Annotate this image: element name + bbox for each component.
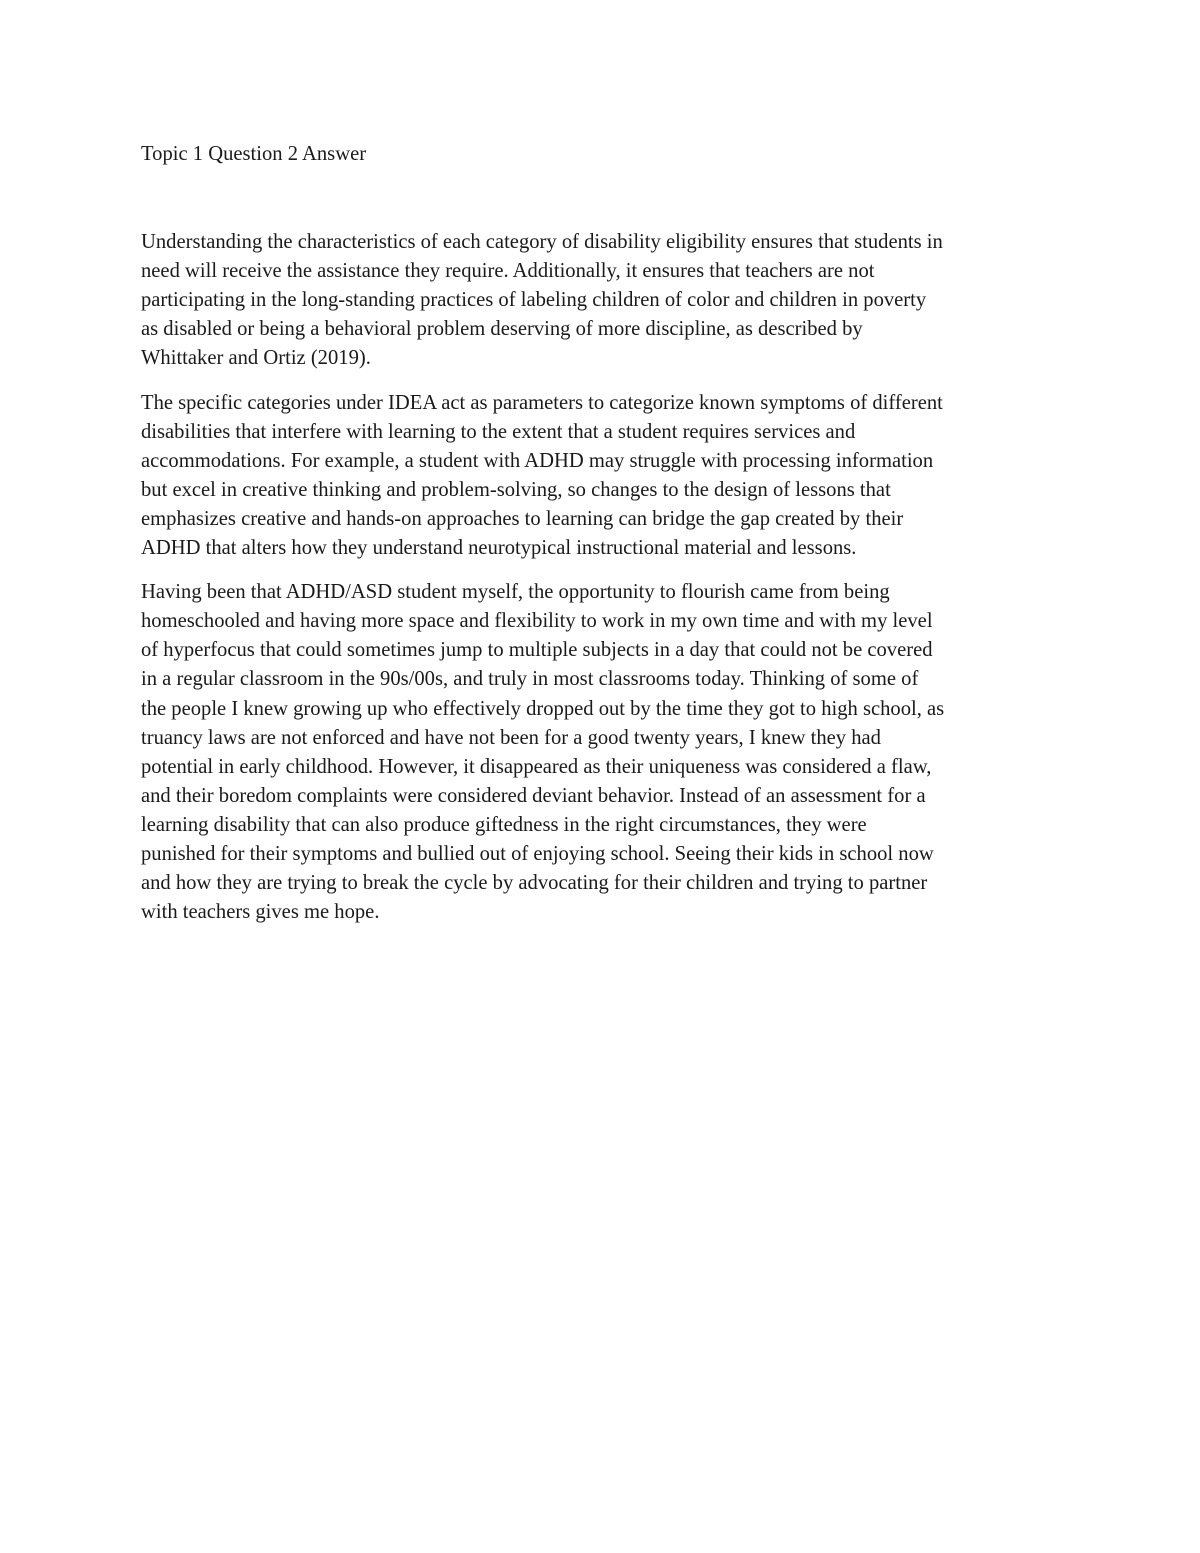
paragraph-line: Understanding the characteristics of each category of disability eligibility ensures that students in bbox=[141, 231, 943, 254]
paragraph-line: as disabled or being a behavioral problem deserving of more discipline, as described by bbox=[141, 318, 863, 341]
paragraph-line: of hyperfocus that could sometimes jump to multiple subjects in a day that could not be covered bbox=[141, 639, 933, 662]
document-body bbox=[141, 140, 1071, 942]
paragraph-line: Having been that ADHD/ASD student myself, the opportunity to flourish came from being bbox=[141, 581, 890, 604]
paragraph-line: potential in early childhood. However, it disappeared as their uniqueness was considered a flaw, bbox=[141, 755, 932, 778]
paragraph-line: the people I knew growing up who effectively dropped out by the time they got to high school, as bbox=[141, 697, 945, 720]
paragraph-3 bbox=[141, 578, 1071, 927]
paragraph-line: learning disability that can also produce giftedness in the right circumstances, they were bbox=[141, 813, 867, 836]
paragraph-line: and their boredom complaints were considered deviant behavior. Instead of an assessment for a bbox=[141, 784, 926, 807]
paragraph-2 bbox=[141, 389, 1071, 564]
paragraph-line: The specific categories under IDEA act as parameters to categorize known symptoms of different bbox=[141, 391, 943, 414]
paragraph-line: in a regular classroom in the 90s/00s, and truly in most classrooms today. Thinking of some of bbox=[141, 668, 919, 691]
paragraph-line: ADHD that alters how they understand neurotypical instructional material and lessons. bbox=[141, 537, 857, 560]
paragraph-line: but excel in creative thinking and problem-solving, so changes to the design of lessons that bbox=[141, 478, 891, 501]
paragraph-line: disabilities that interfere with learning to the extent that a student requires services and bbox=[141, 420, 856, 443]
document-title: Topic 1 Question 2 Answer bbox=[141, 143, 367, 165]
paragraph-line: need will receive the assistance they require. Additionally, it ensures that teachers are not bbox=[141, 260, 875, 283]
paragraph-line: punished for their symptoms and bullied out of enjoying school. Seeing their kids in school now bbox=[141, 842, 934, 865]
paragraph-line: with teachers gives me hope. bbox=[141, 901, 380, 924]
paragraph-line: homeschooled and having more space and flexibility to work in my own time and with my level bbox=[141, 610, 933, 633]
paragraph-line: accommodations. For example, a student with ADHD may struggle with processing information bbox=[141, 449, 934, 472]
paragraph-1 bbox=[141, 228, 1071, 373]
paragraph-line: truancy laws are not enforced and have not been for a good twenty years, I knew they had bbox=[141, 726, 881, 749]
paragraph-line: Whittaker and Ortiz (2019). bbox=[141, 347, 371, 370]
paragraph-line: emphasizes creative and hands-on approaches to learning can bridge the gap created by their bbox=[141, 507, 904, 530]
paragraph-line: and how they are trying to break the cycle by advocating for their children and trying to partner bbox=[141, 872, 928, 895]
paragraph-line: participating in the long-standing practices of labeling children of color and children in poverty bbox=[141, 289, 927, 312]
